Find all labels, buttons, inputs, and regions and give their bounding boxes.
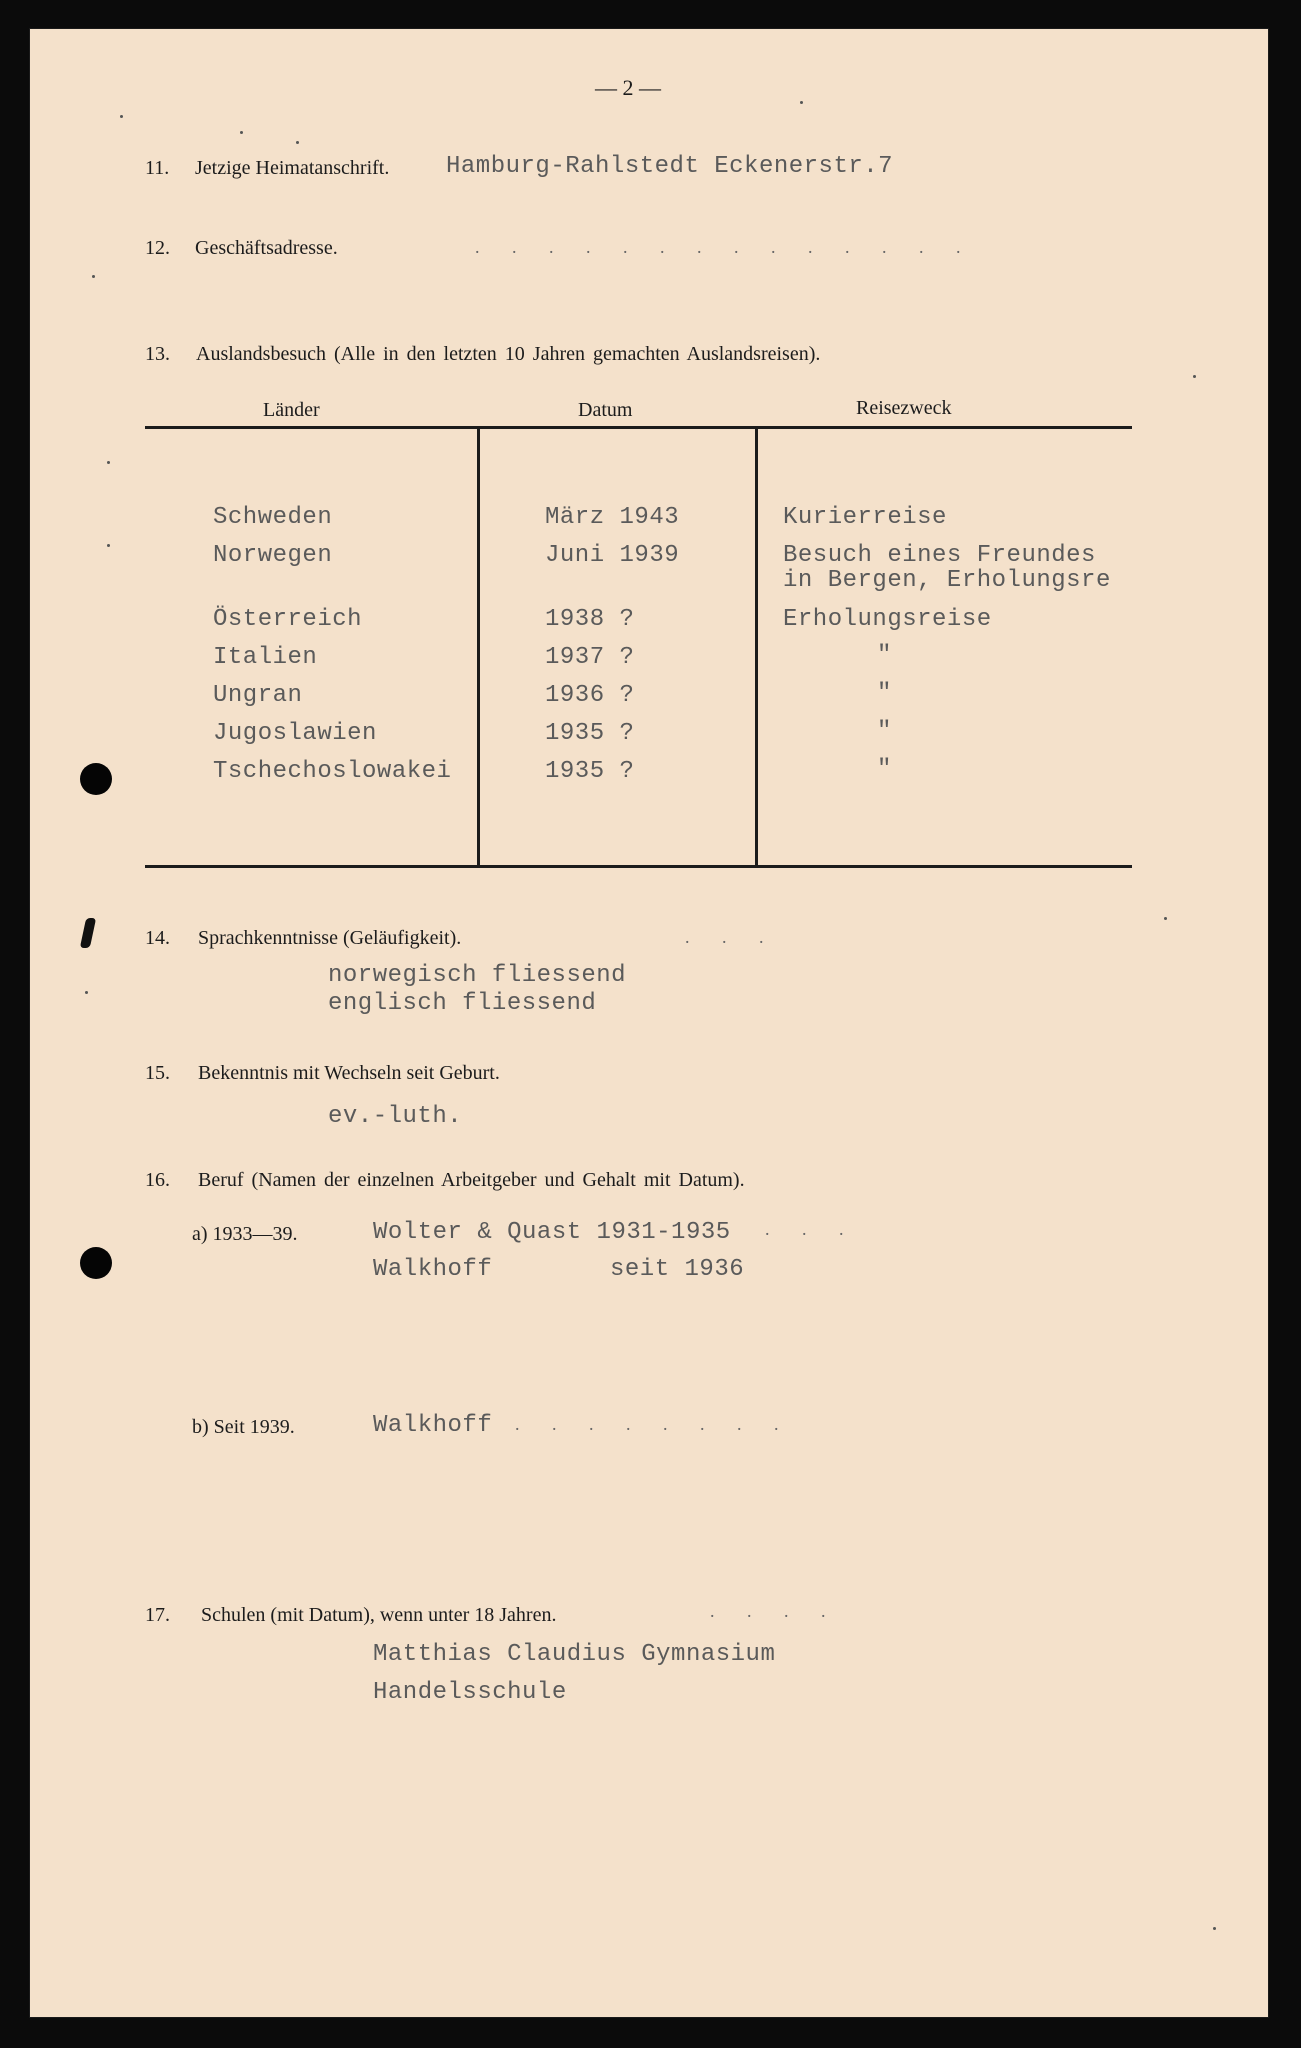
- q15-value: ev.-luth.: [328, 1103, 463, 1130]
- table-row-7-zweck: ": [877, 756, 892, 783]
- table-row-2-zweck: Besuch eines Freundes: [783, 542, 1096, 569]
- table-row-1-land: Schweden: [213, 504, 333, 531]
- table-row-5-land: Ungran: [213, 682, 303, 709]
- q16-a-dotted-line: . . .: [765, 1219, 858, 1239]
- q14-number: 14.: [145, 927, 170, 949]
- table-row-7-datum: 1935 ?: [545, 758, 635, 785]
- table-row-6-zweck: ": [877, 718, 892, 745]
- table-row-1-zweck: Kurierreise: [783, 504, 947, 531]
- header-reisezweck: Reisezweck: [856, 397, 952, 419]
- q14-language-2: englisch fliessend: [328, 990, 597, 1017]
- q15-label: Bekenntnis mit Wechseln seit Geburt.: [198, 1062, 500, 1084]
- q17-dotted-line: . . . .: [710, 1601, 840, 1621]
- speck: [1164, 917, 1167, 920]
- table-top-rule: [145, 426, 1132, 429]
- q12-dotted-line: . . . . . . . . . . . . . .: [475, 237, 975, 257]
- table-bottom-rule: [145, 865, 1132, 868]
- table-row-1-datum: März 1943: [545, 504, 680, 531]
- speck: [1193, 375, 1196, 378]
- q16-b-label: b) Seit 1939.: [192, 1416, 295, 1438]
- speck: [92, 275, 95, 278]
- punch-hole-upper: [80, 763, 112, 795]
- page-number: — 2 —: [595, 75, 661, 100]
- table-column-rule-2: [755, 428, 758, 865]
- table-row-2-land: Norwegen: [213, 542, 333, 569]
- q11-label: Jetzige Heimatanschrift.: [195, 157, 390, 179]
- table-row-4-zweck: ": [877, 642, 892, 669]
- q16-b-employer: Walkhoff: [373, 1412, 493, 1439]
- q12-label: Geschäftsadresse.: [195, 237, 338, 259]
- q17-number: 17.: [145, 1604, 170, 1626]
- table-row-4-land: Italien: [213, 644, 318, 671]
- q17-school-2: Handelsschule: [373, 1679, 567, 1706]
- table-row-6-datum: 1935 ?: [545, 720, 635, 747]
- q14-label: Sprachkenntnisse (Geläufigkeit).: [198, 927, 462, 949]
- table-column-rule-1: [477, 428, 480, 865]
- header-laender: Länder: [263, 399, 320, 421]
- table-row-4-datum: 1937 ?: [545, 644, 635, 671]
- punch-hole-lower: [80, 1247, 112, 1279]
- speck: [85, 991, 88, 994]
- table-row-3-land: Österreich: [213, 606, 363, 633]
- speck: [240, 131, 243, 134]
- header-datum: Datum: [578, 399, 633, 421]
- q16-a-employer-1: Wolter & Quast 1931-1935: [373, 1219, 731, 1246]
- q16-a-employer-2-date: seit 1936: [610, 1256, 745, 1283]
- q11-number: 11.: [145, 157, 170, 179]
- table-row-3-datum: 1938 ?: [545, 606, 635, 633]
- q13-number: 13.: [145, 343, 170, 365]
- table-row-5-zweck: ": [877, 680, 892, 707]
- q16-number: 16.: [145, 1169, 170, 1191]
- document-page: [29, 28, 1269, 2018]
- q16-a-employer-2: Walkhoff: [373, 1256, 493, 1283]
- table-row-5-datum: 1936 ?: [545, 682, 635, 709]
- speck: [120, 115, 123, 118]
- q14-dotted-line: . . .: [685, 927, 778, 947]
- table-row-2-zweck-line2: in Bergen, Erholungsre: [783, 567, 1111, 594]
- q17-label: Schulen (mit Datum), wenn unter 18 Jahren.: [201, 1604, 557, 1626]
- table-row-2-datum: Juni 1939: [545, 542, 680, 569]
- q17-school-1: Matthias Claudius Gymnasium: [373, 1641, 776, 1668]
- speck: [107, 461, 110, 464]
- speck: [800, 101, 803, 104]
- table-row-7-land: Tschechoslowakei: [213, 758, 452, 785]
- q13-label: Auslandsbesuch (Alle in den letzten 10 Jahren gemachten Auslandsreisen).: [196, 343, 821, 365]
- table-row-6-land: Jugoslawien: [213, 720, 377, 747]
- table-row-3-zweck: Erholungsreise: [783, 606, 992, 633]
- q16-a-label: a) 1933—39.: [192, 1223, 298, 1245]
- speck: [1213, 1927, 1216, 1930]
- q16-b-dotted-line: . . . . . . . .: [515, 1414, 793, 1434]
- q16-label: Beruf (Namen der einzelnen Arbeitgeber und Gehalt mit Datum).: [198, 1169, 745, 1191]
- q14-language-1: norwegisch fliessend: [328, 962, 627, 989]
- speck: [107, 544, 110, 547]
- q15-number: 15.: [145, 1062, 170, 1084]
- speck: [296, 141, 299, 144]
- q12-number: 12.: [145, 237, 170, 259]
- q11-address-value: Hamburg-Rahlstedt Eckenerstr.7: [446, 153, 894, 180]
- staple-mark: [80, 918, 96, 948]
